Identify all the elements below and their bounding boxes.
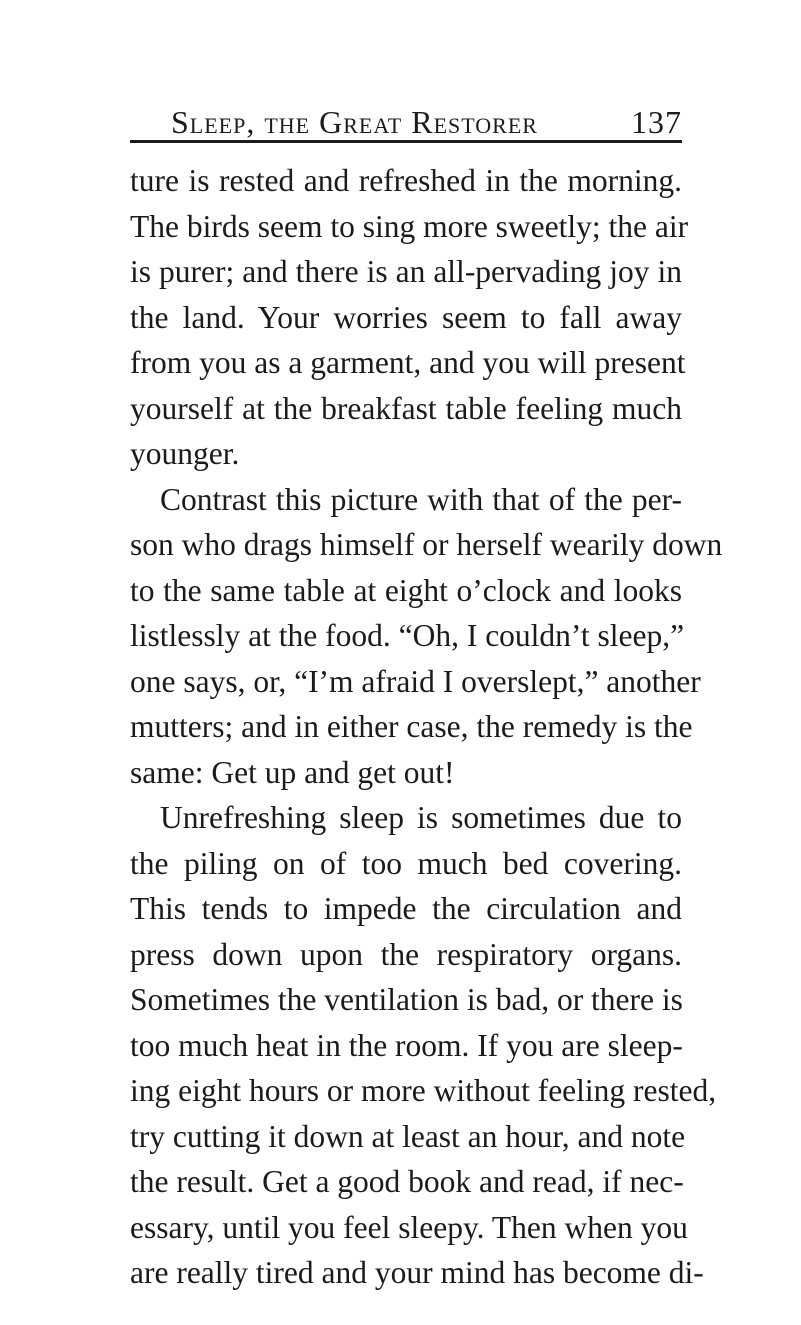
body-text: [130, 158, 723, 1296]
text-line: are really tired and your mind has become di-: [130, 1255, 704, 1290]
text-line: the piling on of too much bed covering.: [130, 845, 682, 881]
text-line: try cutting it down at least an hour, and note: [130, 1118, 686, 1154]
text-line: the result. Get a good book and read, if nec-: [130, 1164, 684, 1199]
text-line: same: Get up and get out!: [130, 754, 455, 790]
text-line: one says, or, “I’m afraid I overslept,” another: [130, 663, 701, 699]
text-line: Contrast this picture with that of the per-: [160, 481, 682, 517]
text-line: ing eight hours or more without feeling rested,: [130, 1073, 717, 1108]
text-line: son who drags himself or herself wearily down: [130, 527, 723, 562]
text-line: to the same table at eight o’clock and looks: [130, 572, 682, 608]
text-line: the land. Your worries seem to fall away: [130, 299, 682, 335]
text-line: Sometimes the ventilation is bad, or there is: [130, 982, 683, 1017]
page-number: 137: [631, 104, 682, 140]
text-line: too much heat in the room. If you are sleep-: [130, 1027, 683, 1063]
text-line: younger.: [130, 436, 240, 471]
text-line: This tends to impede the circulation and: [130, 891, 682, 926]
text-line: Unrefreshing sleep is sometimes due to: [160, 800, 682, 835]
text-line: yourself at the breakfast table feeling much: [130, 390, 682, 426]
header-rule: [130, 140, 682, 143]
text-line: The birds seem to sing more sweetly; the air: [130, 208, 689, 244]
text-line: listlessly at the food. “Oh, I couldn’t sleep,”: [130, 618, 685, 653]
text-line: essary, until you feel sleepy. Then when you: [130, 1209, 688, 1245]
text-line: from you as a garment, and you will present: [130, 345, 686, 380]
text-line: is purer; and there is an all-pervading joy in: [130, 254, 682, 289]
text-line: mutters; and in either case, the remedy is the: [130, 709, 693, 744]
running-head: [130, 100, 682, 144]
running-title: Sleep, the Great Restorer: [171, 104, 538, 140]
text-line: ture is rested and refreshed in the morning.: [130, 163, 682, 198]
text-line: press down upon the respiratory organs.: [130, 936, 682, 972]
